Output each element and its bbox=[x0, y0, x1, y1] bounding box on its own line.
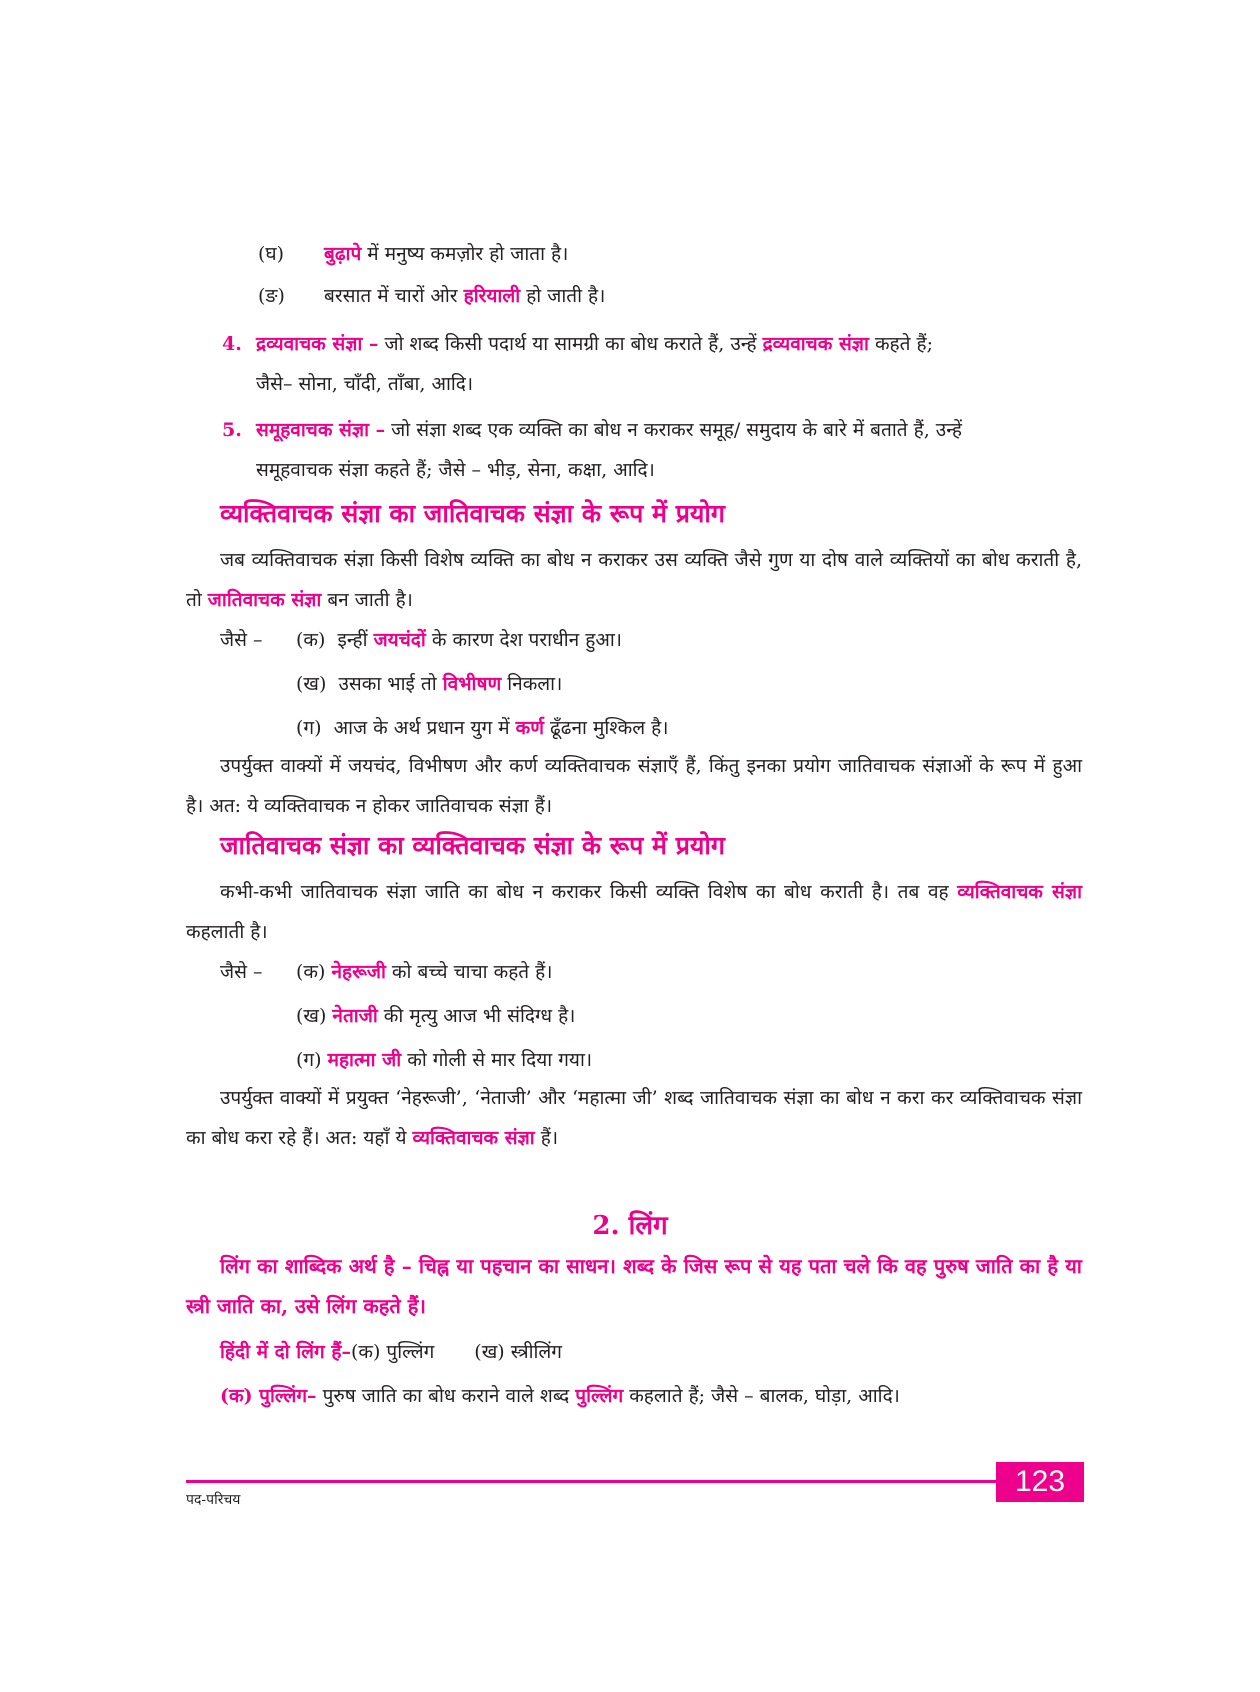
marker: (ग) bbox=[296, 1049, 322, 1071]
point-number: 5. bbox=[222, 419, 242, 441]
s2-example-ga bbox=[296, 1046, 592, 1074]
section-1-paragraph bbox=[186, 540, 1082, 620]
s2-example-kha bbox=[296, 1002, 575, 1030]
marker: (ख) bbox=[296, 673, 327, 695]
example-text: में मनुष्य कमज़ोर हो जाता है। bbox=[361, 243, 569, 265]
paragraph-text: उपर्युक्त वाक्यों में प्रयुक्त ‘नेहरूजी’, ‘नेताजी’ और ‘महात्मा जी’ शब्द जातिवाचक संज्ञा का बोध न करा कर व्यक्तिवाचक संज्ञा का बोध करा रहे हैं। अत: यहाँ ये bbox=[186, 1087, 1082, 1149]
point-4-line1 bbox=[222, 330, 933, 358]
type-feminine: (ख) स्त्रीलिंग bbox=[474, 1341, 562, 1363]
highlight-term: द्रव्यवाचक संज्ञा bbox=[762, 333, 869, 355]
s1-example-ka bbox=[296, 626, 622, 654]
s2-example-ka bbox=[296, 958, 552, 986]
point-number: 4. bbox=[222, 333, 242, 355]
chapter-heading-linga: 2. लिंग bbox=[592, 1211, 668, 1241]
section-heading-2: जातिवाचक संज्ञा का व्यक्तिवाचक संज्ञा के रूप में प्रयोग bbox=[220, 831, 725, 860]
point-5-line1 bbox=[222, 416, 962, 444]
example-text: हो जाती है। bbox=[520, 285, 606, 307]
example-text: इन्हीं bbox=[337, 629, 374, 651]
example-text: ढूँढना मुश्किल है। bbox=[544, 717, 669, 739]
highlight-term: जयचंदों bbox=[373, 629, 426, 651]
linga-types bbox=[220, 1338, 562, 1366]
pulling-definition bbox=[220, 1382, 900, 1410]
point-5-line2: समूहवाचक संज्ञा कहते हैं; जैसे – भीड़, सेना, कक्षा, आदि। bbox=[256, 459, 655, 481]
example-text: के कारण देश पराधीन हुआ। bbox=[425, 629, 622, 651]
point-text: कहते हैं; bbox=[868, 333, 933, 355]
types-label: हिंदी में दो लिंग हैं– bbox=[220, 1341, 351, 1363]
marker: (ग) bbox=[296, 717, 322, 739]
section-1-paragraph-2: उपर्युक्त वाक्यों में जयचंद, विभीषण और कर्ण व्यक्तिवाचक संज्ञाएँ हैं, किंतु इनका प्रयोग जातिवाचक संज्ञाओं के रूप में हुआ है। अत: ये व्यक्तिवाचक न होकर जातिवाचक संज्ञा हैं। bbox=[186, 755, 1082, 817]
example-nga bbox=[258, 282, 605, 310]
point-term: समूहवाचक संज्ञा – bbox=[256, 419, 386, 441]
definition-text: पुरुष जाति का बोध कराने वाले शब्द bbox=[316, 1385, 576, 1407]
highlight-term: नेहरूजी bbox=[331, 961, 386, 983]
example-gha bbox=[258, 240, 568, 268]
section-2-paragraph bbox=[186, 872, 1082, 952]
paragraph-text: कहलाती है। bbox=[186, 921, 268, 943]
highlight-term: जातिवाचक संज्ञा bbox=[207, 589, 322, 611]
example-text: निकला। bbox=[501, 673, 563, 695]
jaise-label-2: जैसे – bbox=[220, 961, 263, 983]
linga-definition: लिंग का शाब्दिक अर्थ है – चिह्न या पहचान का साधन। शब्द के जिस रूप से यह पता चले कि वह पुरुष जाति का है या स्त्री जाति का, उसे लिंग कहते हैं। bbox=[186, 1254, 1082, 1318]
highlight-term: व्यक्तिवाचक संज्ञा bbox=[412, 1127, 535, 1149]
highlight-term: बुढ़ापे bbox=[324, 243, 362, 265]
section-2-paragraph-2 bbox=[186, 1078, 1082, 1158]
example-text: को गोली से मार दिया गया। bbox=[401, 1049, 593, 1071]
example-text: को बच्चे चाचा कहते हैं। bbox=[385, 961, 553, 983]
paragraph-text: जब व्यक्तिवाचक संज्ञा किसी विशेष व्यक्ति का बोध न कराकर उस व्यक्ति जैसे गुण या दोष वाले व्यक्तियों का बोध कराती है, तो bbox=[186, 549, 1082, 611]
example-text: उसका भाई तो bbox=[338, 673, 443, 695]
highlight-term: विभीषण bbox=[442, 673, 502, 695]
highlight-term: कर्ण bbox=[515, 717, 545, 739]
definition-text: कहलाते हैं; जैसे – बालक, घोड़ा, आदि। bbox=[623, 1385, 900, 1407]
pulling-term: (क) पुल्लिंग– bbox=[220, 1385, 317, 1407]
example-text: आज के अर्थ प्रधान युग में bbox=[333, 717, 516, 739]
highlight-term: महात्मा जी bbox=[327, 1049, 402, 1071]
footer-section-name: पद-परिचय bbox=[186, 1492, 241, 1508]
point-text: जो शब्द किसी पदार्थ या सामग्री का बोध कराते हैं, उन्हें bbox=[378, 333, 763, 355]
section-heading-1: व्यक्तिवाचक संज्ञा का जातिवाचक संज्ञा के रूप में प्रयोग bbox=[220, 499, 725, 528]
marker: (क) bbox=[296, 629, 326, 651]
highlight-term: नेताजी bbox=[332, 1005, 378, 1027]
s1-example-kha bbox=[296, 670, 562, 698]
marker: (घ) bbox=[258, 243, 285, 265]
s1-example-ga bbox=[296, 714, 668, 742]
highlight-term: हरियाली bbox=[463, 285, 521, 307]
marker: (ख) bbox=[296, 1005, 327, 1027]
type-masculine: (क) पुल्लिंग bbox=[350, 1341, 435, 1363]
paragraph-text: कभी-कभी जातिवाचक संज्ञा जाति का बोध न कराकर किसी व्यक्ति विशेष का बोध कराती है। तब वह bbox=[220, 881, 958, 903]
marker: (ङ) bbox=[258, 285, 285, 307]
footer-rule bbox=[186, 1480, 1082, 1483]
example-text: की मृत्यु आज भी संदिग्ध है। bbox=[377, 1005, 576, 1027]
point-term: द्रव्यवाचक संज्ञा – bbox=[256, 333, 379, 355]
highlight-term: व्यक्तिवाचक संज्ञा bbox=[957, 881, 1083, 903]
marker: (क) bbox=[296, 961, 326, 983]
highlight-term: पुल्लिंग bbox=[575, 1385, 624, 1407]
jaise-label-1: जैसे – bbox=[220, 629, 263, 651]
example-text: बरसात में चारों ओर bbox=[324, 285, 464, 307]
paragraph-text: बन जाती है। bbox=[321, 589, 413, 611]
point-4-line2: जैसे– सोना, चाँदी, ताँबा, आदि। bbox=[256, 373, 474, 395]
point-text: जो संज्ञा शब्द एक व्यक्ति का बोध न कराकर समूह/ समुदाय के बारे में बताते हैं, उन्हें bbox=[385, 419, 962, 441]
page-number: 123 bbox=[996, 1462, 1084, 1502]
paragraph-text: हैं। bbox=[534, 1127, 559, 1149]
